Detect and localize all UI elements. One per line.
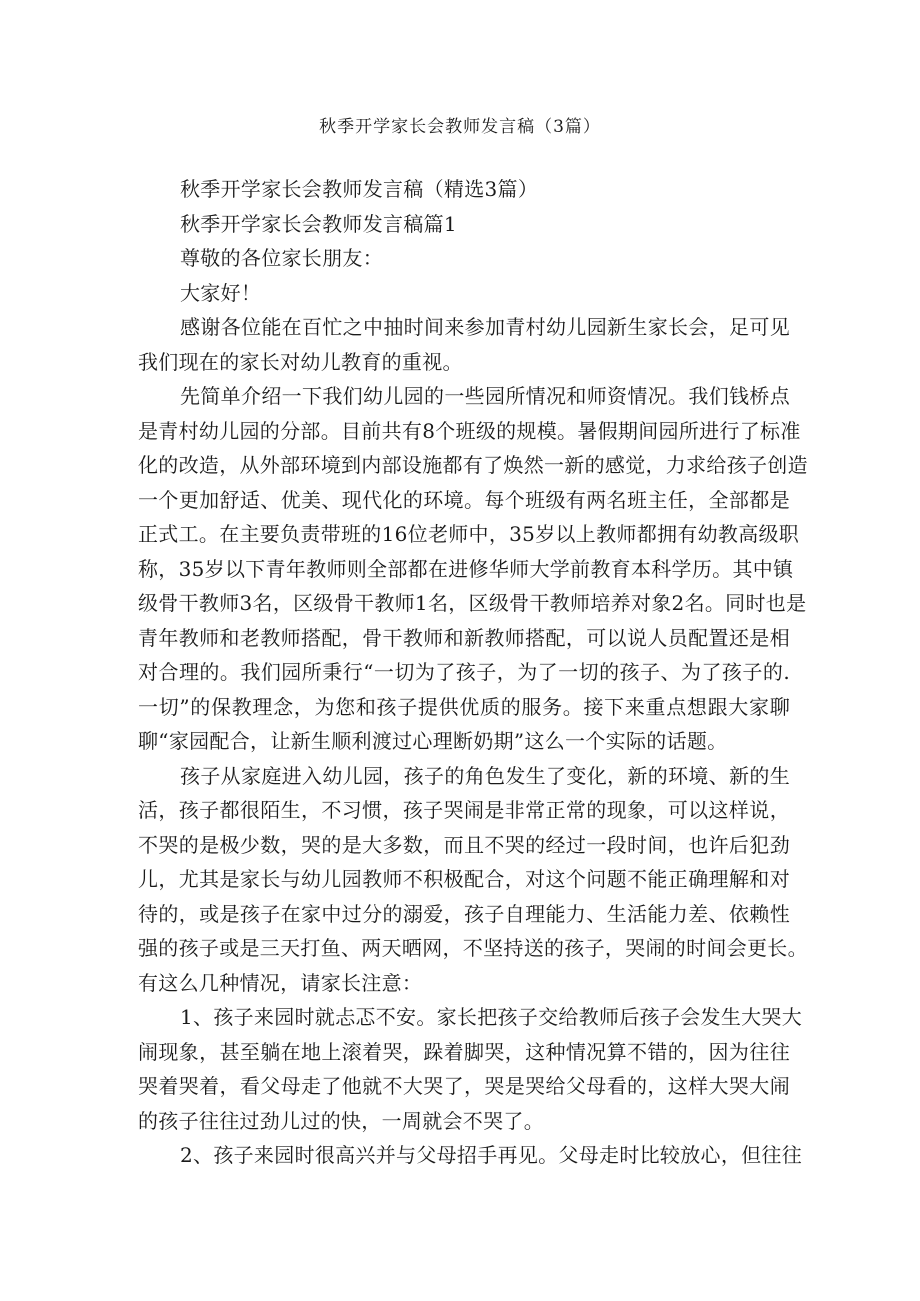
paragraph-line: 的孩子往往过劲儿过的快，一周就会不哭了。 (138, 1108, 544, 1133)
paragraph-line: 1、孩子来园时就忐忑不安。家长把孩子交给教师后孩子会发生大哭大 (180, 1005, 803, 1029)
document-body (138, 172, 808, 1173)
paragraph-line: 先简单介绍一下我们幼儿园的一些园所情况和师资情况。我们钱桥点 (180, 384, 790, 408)
document-title: 秋季开学家长会教师发言稿（3篇） (319, 117, 601, 137)
paragraph-line: 有这么几种情况，请家长注意： (138, 970, 423, 995)
paragraph-line: 强的孩子或是三天打鱼、两天晒网，不坚持送的孩子，哭闹的时间会更长。 (138, 936, 808, 960)
paragraph-line: 青年教师和老教师搭配，骨干教师和新教师搭配，可以说人员配置还是相 (138, 625, 790, 650)
paragraph-line: 秋季开学家长会教师发言稿篇1 (180, 211, 457, 236)
paragraph-line: 活，孩子都很陌生，不习惯，孩子哭闹是非常正常的现象，可以这样说， (138, 798, 790, 822)
paragraph-line: 哭着哭着，看父母走了他就不大哭了，哭是哭给父母看的，这样大哭大闹 (138, 1074, 790, 1098)
paragraph-line: 闹现象，甚至躺在地上滚着哭，跺着脚哭，这种情况算不错的，因为往往 (138, 1039, 790, 1064)
paragraph-line: 级骨干教师3名，区级骨干教师1名，区级骨干教师培养对象2名。同时也是 (138, 591, 807, 615)
paragraph-line: 称，35岁以下青年教师则全部都在进修华师大学前教育本科学历。其中镇 (138, 556, 794, 581)
paragraph-line: 不哭的是极少数，哭的是大多数，而且不哭的经过一段时间，也许后犯劲 (138, 832, 790, 857)
paragraph-line: 儿，尤其是家长与幼儿园教师不积极配合，对这个问题不能正确理解和对 (138, 867, 790, 891)
paragraph-line: 大家好！ (180, 280, 262, 305)
paragraph-line: 我们现在的家长对幼儿教育的重视。 (138, 349, 463, 374)
paragraph-line: 对合理的。我们园所秉行“一切为了孩子，为了一切的孩子、为了孩子的. (138, 660, 790, 684)
paragraph-line: 一切”的保教理念，为您和孩子提供优质的服务。接下来重点想跟大家聊 (138, 694, 790, 719)
paragraph-line: 一个更加舒适、优美、现代化的环境。每个班级有两名班主任，全部都是 (138, 487, 790, 512)
paragraph-line: 待的，或是孩子在家中过分的溺爱，孩子自理能力、生活能力差、依赖性 (138, 901, 790, 926)
paragraph-line: 感谢各位能在百忙之中抽时间来参加青村幼儿园新生家长会，足可见 (180, 315, 790, 339)
paragraph-line: 秋季开学家长会教师发言稿（精选3篇） (180, 177, 539, 201)
paragraph-line: 孩子从家庭进入幼儿园，孩子的角色发生了变化，新的环境、新的生 (180, 763, 790, 788)
paragraph-line: 是青村幼儿园的分部。目前共有8个班级的规模。暑假期间园所进行了标准 (138, 418, 801, 443)
paragraph-line: 聊“家园配合，让新生顺利渡过心理断奶期”这么一个实际的话题。 (138, 729, 728, 753)
paragraph-line: 尊敬的各位家长朋友： (180, 246, 383, 270)
paragraph-line: 2、孩子来园时很高兴并与父母招手再见。父母走时比较放心，但往往 (180, 1143, 803, 1167)
paragraph-line: 正式工。在主要负责带班的16位老师中，35岁以上教师都拥有幼教高级职 (138, 522, 800, 546)
paragraph-line: 化的改造，从外部环境到内部设施都有了焕然一新的感觉，力求给孩子创造 (138, 453, 808, 477)
